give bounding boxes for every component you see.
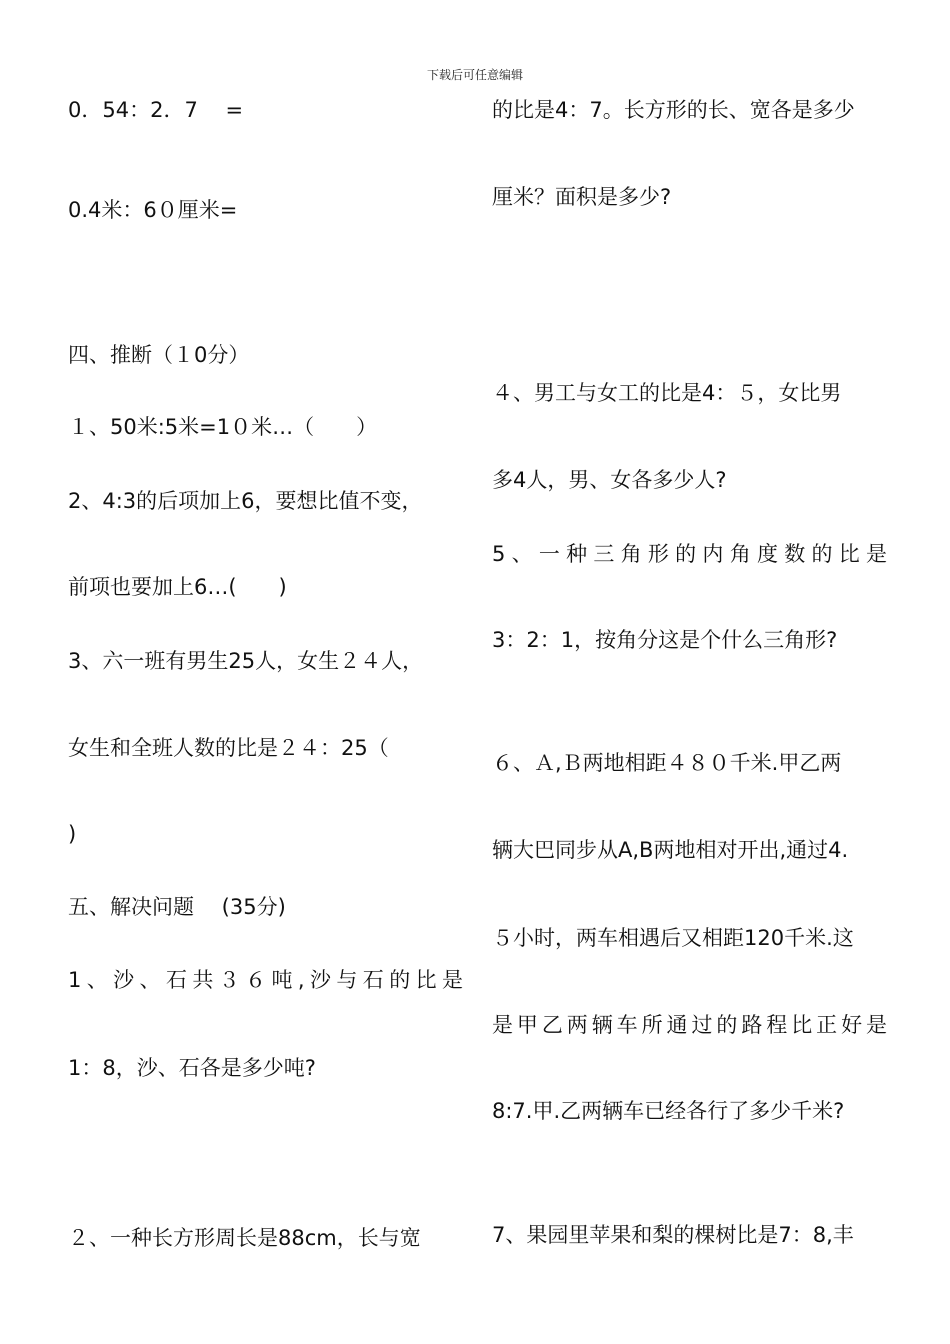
judgement-item-2-line-1: 2、4:3的后项加上6，要想比值不变， — [68, 489, 423, 513]
problem-2-line-1: ２、一种长方形周长是88cm，长与宽 — [68, 1226, 421, 1250]
problem-5-line-1: 5、一种三角形的内角度数的比是 — [492, 542, 887, 566]
problem-2-line-2: 的比是4：7。长方形的长、宽各是多少 — [492, 98, 855, 122]
problem-6-line-3: ５小时，两车相遇后又相距120千米.这 — [492, 926, 854, 950]
problem-6-line-5: 8:7.甲.乙两辆车已经各行了多少千米? — [492, 1099, 845, 1123]
problem-6-line-2: 辆大巴同步从A,B两地相对开出,通过4. — [492, 838, 849, 862]
page-header: 下载后可任意编辑 — [426, 68, 523, 82]
judgement-item-3-line-1: 3、六一班有男生25人，女生２４人， — [68, 649, 424, 673]
problem-1-line-2: 1：8，沙、石各是多少吨? — [68, 1056, 316, 1080]
problem-4-line-1: ４、男工与女工的比是4：５，女比男 — [492, 381, 842, 405]
calc-ratio-decimal: 0．54：2．7 = — [68, 98, 244, 122]
problem-5-line-2: 3：2：1，按角分这是个什么三角形? — [492, 628, 838, 652]
problem-4-line-2: 多4人，男、女各多少人? — [492, 468, 727, 492]
judgement-item-3-line-2: 女生和全班人数的比是２４：25（ — [68, 736, 389, 760]
judgement-item-3-line-3: ) — [68, 822, 77, 846]
section-problems-heading: 五、解决问题 (35分) — [68, 895, 286, 919]
problem-2-line-3: 厘米？面积是多少? — [492, 185, 672, 209]
problem-6-line-1: ６、Ａ,Ｂ两地相距４８０千米.甲乙两 — [492, 751, 842, 775]
problem-6-line-4: 是甲乙两辆车所通过的路程比正好是 — [492, 1013, 887, 1037]
judgement-item-1: １、50米:5米=1０米…（ ） — [68, 415, 378, 439]
section-judgement-heading: 四、推断（１0分） — [68, 343, 250, 367]
problem-7-line-1: 7、果园里苹果和梨的棵树比是7：8,丰 — [492, 1223, 854, 1247]
judgement-item-2-line-2: 前项也要加上6…( ) — [68, 575, 287, 599]
calc-ratio-units: 0.4米：6０厘米= — [68, 198, 238, 222]
problem-1-line-1: 1、沙、石共３６吨,沙与石的比是 — [68, 968, 463, 992]
